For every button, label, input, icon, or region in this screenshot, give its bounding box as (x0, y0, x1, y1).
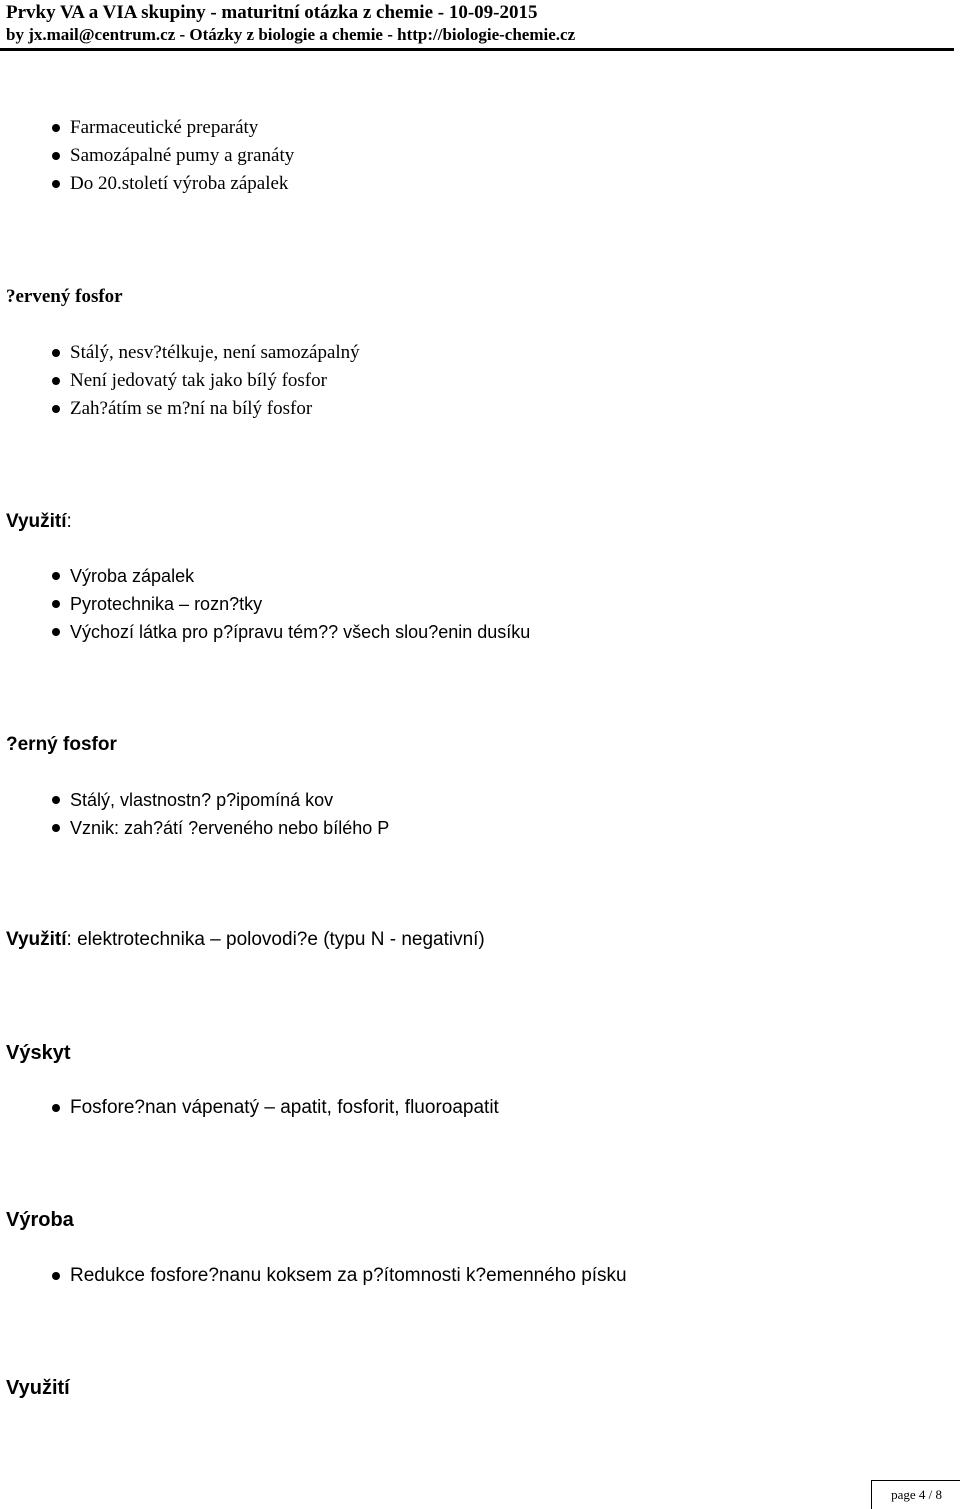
uses-list-red-phosphorus (6, 562, 530, 646)
list-item: Není jedovatý tak jako bílý fosfor (6, 367, 360, 395)
document-title: Prvky VA a VIA skupiny - maturitní otázka z chemie - 10-09-2015 (6, 2, 538, 23)
black-phosphorus-list (6, 786, 389, 842)
list-item: Do 20.století výroba zápalek (6, 170, 294, 198)
section-uses-2 (6, 926, 485, 954)
list-item: Stálý, vlastnostn? p?ipomíná kov (6, 786, 389, 814)
occurrence-list (6, 1094, 499, 1122)
section-heading-red-phosphorus: ?ervený fosfor (6, 286, 123, 307)
list-item: Farmaceutické preparáty (6, 114, 294, 142)
red-phosphorus-list (6, 339, 360, 423)
list-item: Výroba zápalek (6, 562, 530, 590)
section-heading-production: Výroba (6, 1209, 74, 1231)
list-item: Fosfore?nan vápenatý – apatit, fosforit, fluoroapatit (6, 1094, 499, 1122)
section-heading-occurrence: Výskyt (6, 1042, 71, 1064)
list-item: Redukce fosfore?nanu koksem za p?ítomnosti k?emenného písku (6, 1262, 627, 1290)
uses-text: : elektrotechnika – polovodi?e (typu N - negativní) (66, 929, 485, 950)
header-divider (0, 48, 954, 51)
production-list (6, 1262, 627, 1290)
document-subtitle: by jx.mail@centrum.cz - Otázky z biologie a chemie - http://biologie-chemie.cz (6, 25, 576, 44)
page-number: page 4 / 8 (891, 1487, 942, 1502)
section-heading-uses-3: Využití (6, 1377, 70, 1399)
list-item: Zah?átím se m?ní na bílý fosfor (6, 395, 360, 423)
list-item: Výchozí látka pro p?ípravu tém?? všech slou?enin dusíku (6, 618, 530, 646)
list-item: Vznik: zah?átí ?erveného nebo bílého P (6, 814, 389, 842)
uses-label: Využití (6, 511, 67, 532)
list-item: Pyrotechnika – rozn?tky (6, 590, 530, 618)
uses-label: Využití (6, 929, 67, 950)
list-item: Stálý, nesv?télkuje, není samozápalný (6, 339, 360, 367)
list-item: Samozápalné pumy a granáty (6, 142, 294, 170)
uses-colon: : (66, 511, 72, 532)
page-header (6, 0, 956, 45)
section-heading-uses-1 (6, 508, 72, 536)
section-heading-black-phosphorus: ?erný fosfor (6, 734, 117, 755)
uses-list-white-phosphorus (6, 114, 294, 198)
